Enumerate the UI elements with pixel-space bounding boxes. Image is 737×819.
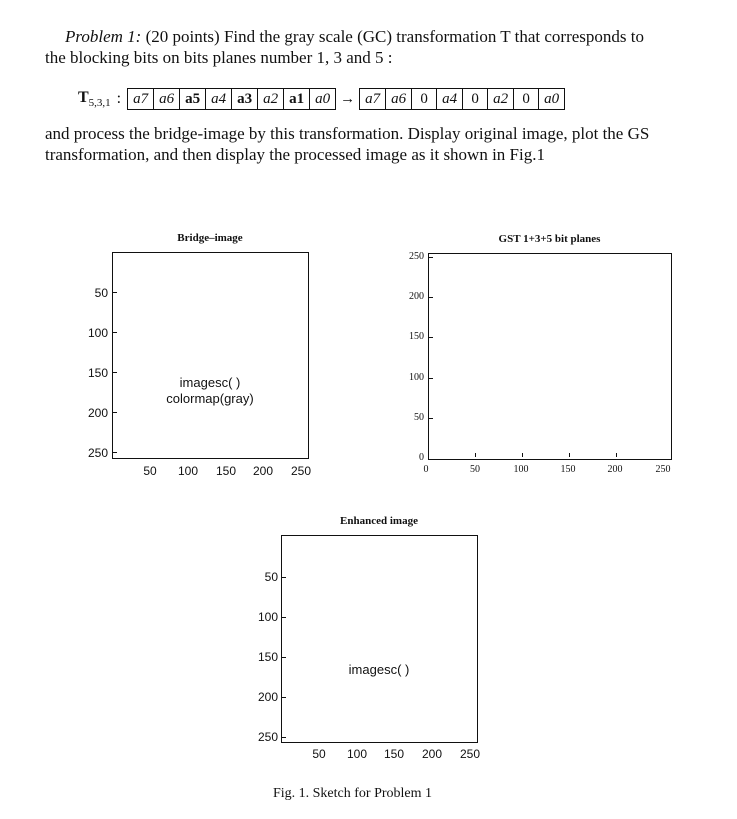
output-bit: 0 — [514, 89, 539, 109]
gst-axes — [428, 253, 672, 460]
y-tick — [429, 337, 433, 338]
input-bit: a0 — [315, 90, 331, 107]
x-tick-label: 200 — [252, 464, 274, 478]
y-tick-label: 250 — [87, 446, 108, 460]
x-tick-label: 50 — [470, 464, 480, 475]
y-tick — [113, 332, 117, 333]
y-tick — [113, 292, 117, 293]
x-tick-label: 200 — [607, 464, 623, 475]
x-tick — [569, 453, 570, 457]
x-tick-label: 250 — [290, 464, 312, 478]
x-tick-label: 100 — [513, 464, 529, 475]
y-tick-label: 50 — [414, 412, 424, 423]
x-tick-label: 150 — [215, 464, 237, 478]
y-tick — [282, 577, 286, 578]
bridge-note — [112, 375, 308, 407]
y-tick — [282, 697, 286, 698]
y-tick — [429, 418, 433, 419]
output-bit: a7 — [360, 89, 386, 109]
x-tick — [475, 453, 476, 457]
y-tick-label: 250 — [409, 251, 424, 262]
instructions — [45, 123, 735, 165]
x-tick-label: 150 — [383, 747, 405, 761]
y-tick-label: 250 — [257, 730, 278, 744]
x-tick — [616, 453, 617, 457]
y-tick — [282, 617, 286, 618]
x-tick-label: 0 — [423, 464, 429, 475]
y-tick — [113, 452, 117, 453]
y-tick — [429, 378, 433, 379]
transform-symbol: $T_{5,3,1}$ — [78, 88, 111, 110]
y-tick-label: 150 — [409, 331, 424, 342]
problem-line-1 — [45, 26, 735, 47]
problem-statement — [45, 26, 735, 68]
problem-label: Problem 1: — [65, 27, 142, 46]
y-tick-label: 50 — [264, 570, 278, 584]
y-tick-label: 100 — [257, 610, 278, 624]
arrow-icon: → — [340, 90, 356, 107]
input-bit: a4 — [206, 89, 232, 109]
input-bit: a5 — [180, 89, 206, 109]
output-bit: a0 — [544, 90, 560, 107]
enhanced-note: imagesc( ) — [348, 662, 410, 677]
y-tick — [113, 412, 117, 413]
y-tick-label: 50 — [94, 286, 108, 300]
y-tick — [113, 372, 117, 373]
x-tick-label: 100 — [177, 464, 199, 478]
x-tick-label: 250 — [655, 464, 671, 475]
bridge-image-axes — [112, 252, 309, 459]
equation-colon: : — [116, 90, 122, 107]
y-tick-label: 200 — [409, 291, 424, 302]
bridge-note-line-1: imagesc( ) — [179, 375, 241, 390]
output-bit: 0 — [412, 89, 437, 109]
y-tick — [282, 657, 286, 658]
enhanced-image-axes — [281, 535, 478, 743]
figure-caption: Fig. 1. Sketch for Problem 1 — [272, 786, 433, 801]
gst-plot-title: GST 1+3+5 bit planes — [498, 233, 601, 245]
y-tick-label: 100 — [87, 326, 108, 340]
instructions-line-2: transformation, and then display the processed image as it shown in Fig.1 — [45, 145, 545, 164]
y-tick-label: 0 — [419, 452, 424, 463]
y-tick-label: 150 — [257, 650, 278, 664]
output-bit: a2 — [488, 89, 514, 109]
x-tick-label: 250 — [459, 747, 481, 761]
output-bit: 0 — [463, 89, 488, 109]
input-bit: a2 — [258, 89, 284, 109]
problem-text-1: (20 points) Find the gray scale (GC) transformation T that corresponds to — [145, 27, 644, 46]
problem-line-2: the blocking bits on bits planes number 1, 3 and 5 : — [45, 48, 393, 67]
y-tick-label: 200 — [87, 406, 108, 420]
bit-transformation-equation — [78, 88, 565, 110]
y-tick-label: 150 — [87, 366, 108, 380]
x-tick-label: 50 — [143, 464, 157, 478]
y-tick-label: 200 — [257, 690, 278, 704]
y-tick-label: 100 — [409, 372, 424, 383]
instructions-line-1: and process the bridge-image by this transformation. Display original image, plot the GS — [45, 124, 650, 143]
bridge-plot-title: Bridge–image — [177, 232, 243, 244]
output-bit: a4 — [437, 89, 463, 109]
x-tick-label: 150 — [560, 464, 576, 475]
transform-subscript: 5,3,1 — [88, 97, 111, 110]
input-bit: a3 — [232, 89, 258, 109]
x-tick-label: 50 — [312, 747, 326, 761]
input-bit: a6 — [154, 89, 180, 109]
output-bit: a6 — [386, 89, 412, 109]
input-bit: a1 — [284, 89, 310, 109]
y-tick — [429, 297, 433, 298]
output-bits-row — [359, 88, 565, 110]
input-bits-row — [127, 88, 336, 110]
x-tick — [522, 453, 523, 457]
y-tick — [429, 257, 433, 258]
bridge-note-line-2: colormap(gray) — [166, 391, 254, 406]
input-bit: a7 — [128, 89, 154, 109]
x-tick-label: 100 — [346, 747, 368, 761]
x-tick-label: 200 — [421, 747, 443, 761]
enhanced-plot-title: Enhanced image — [340, 515, 418, 527]
y-tick — [282, 737, 286, 738]
